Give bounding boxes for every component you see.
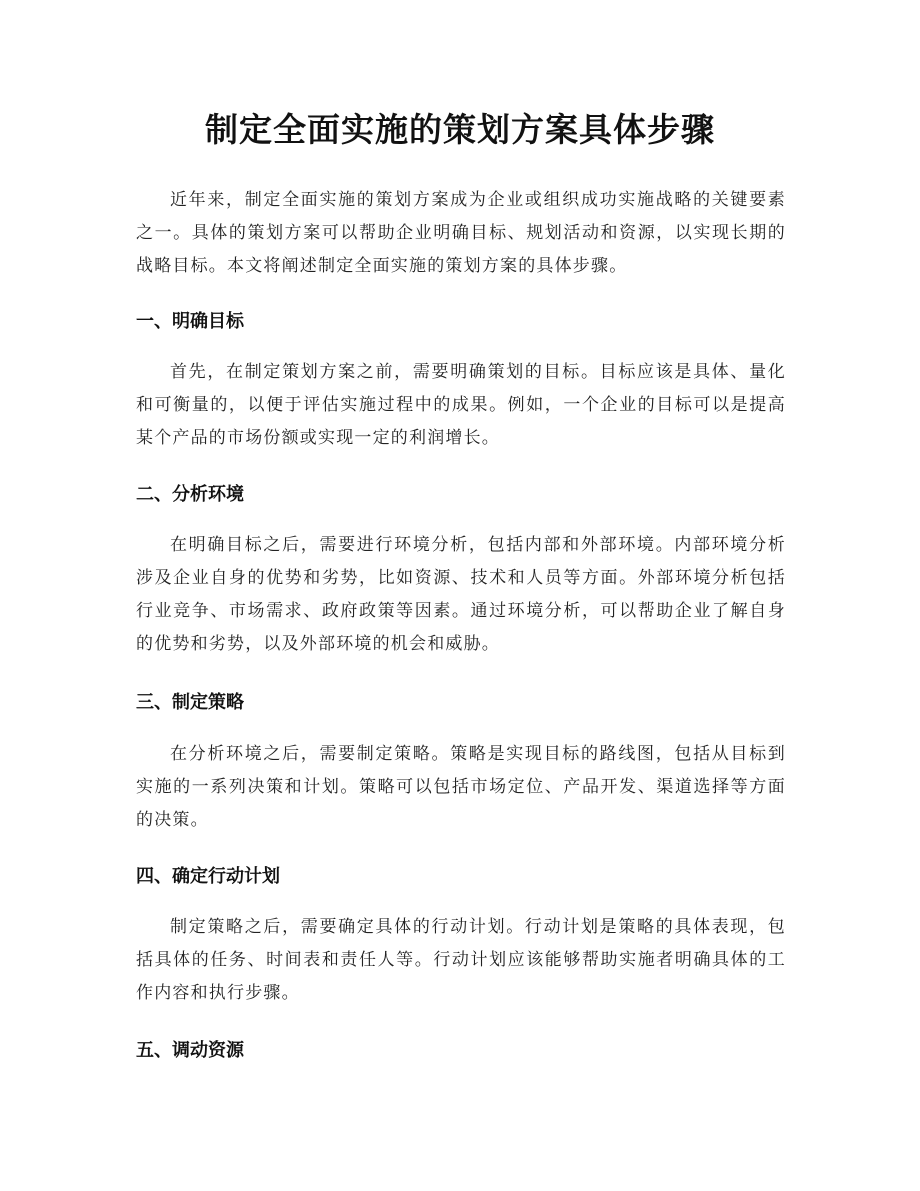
section-heading-goals: 一、明确目标 xyxy=(136,311,244,332)
document-title: 制定全面实施的策划方案具体步骤 xyxy=(205,110,715,149)
section-heading-resources: 五、调动资源 xyxy=(136,1040,244,1061)
section-heading-strategy: 三、制定策略 xyxy=(136,692,244,713)
section-body-goals: 首先，在制定策划方案之前，需要明确策划的目标。目标应该是具体、量化和可衡量的，以便于评估实施过程中的成果。例如，一个企业的目标可以是提高某个产品的市场份额或实现一定的利润增长。 xyxy=(136,362,786,448)
section-heading-environment: 二、分析环境 xyxy=(136,484,244,505)
section-body-action-plan: 制定策略之后，需要确定具体的行动计划。行动计划是策略的具体表现，包括具体的任务、时间表和责任人等。行动计划应该能够帮助实施者明确具体的工作内容和执行步骤。 xyxy=(136,917,786,1003)
intro-paragraph: 近年来，制定全面实施的策划方案成为企业或组织成功实施战略的关键要素之一。具体的策划方案可以帮助企业明确目标、规划活动和资源，以实现长期的战略目标。本文将阐述制定全面实施的策划方案的具体步骤。 xyxy=(136,190,786,276)
section-body-environment: 在明确目标之后，需要进行环境分析，包括内部和外部环境。内部环境分析涉及企业自身的优势和劣势，比如资源、技术和人员等方面。外部环境分析包括行业竞争、市场需求、政府政策等因素。通过环境分析，可以帮助企业了解自身的优势和劣势，以及外部环境的机会和威胁。 xyxy=(136,535,786,654)
section-heading-action-plan: 四、确定行动计划 xyxy=(136,866,280,887)
section-body-strategy: 在分析环境之后，需要制定策略。策略是实现目标的路线图，包括从目标到实施的一系列决策和计划。策略可以包括市场定位、产品开发、渠道选择等方面的决策。 xyxy=(136,744,786,830)
